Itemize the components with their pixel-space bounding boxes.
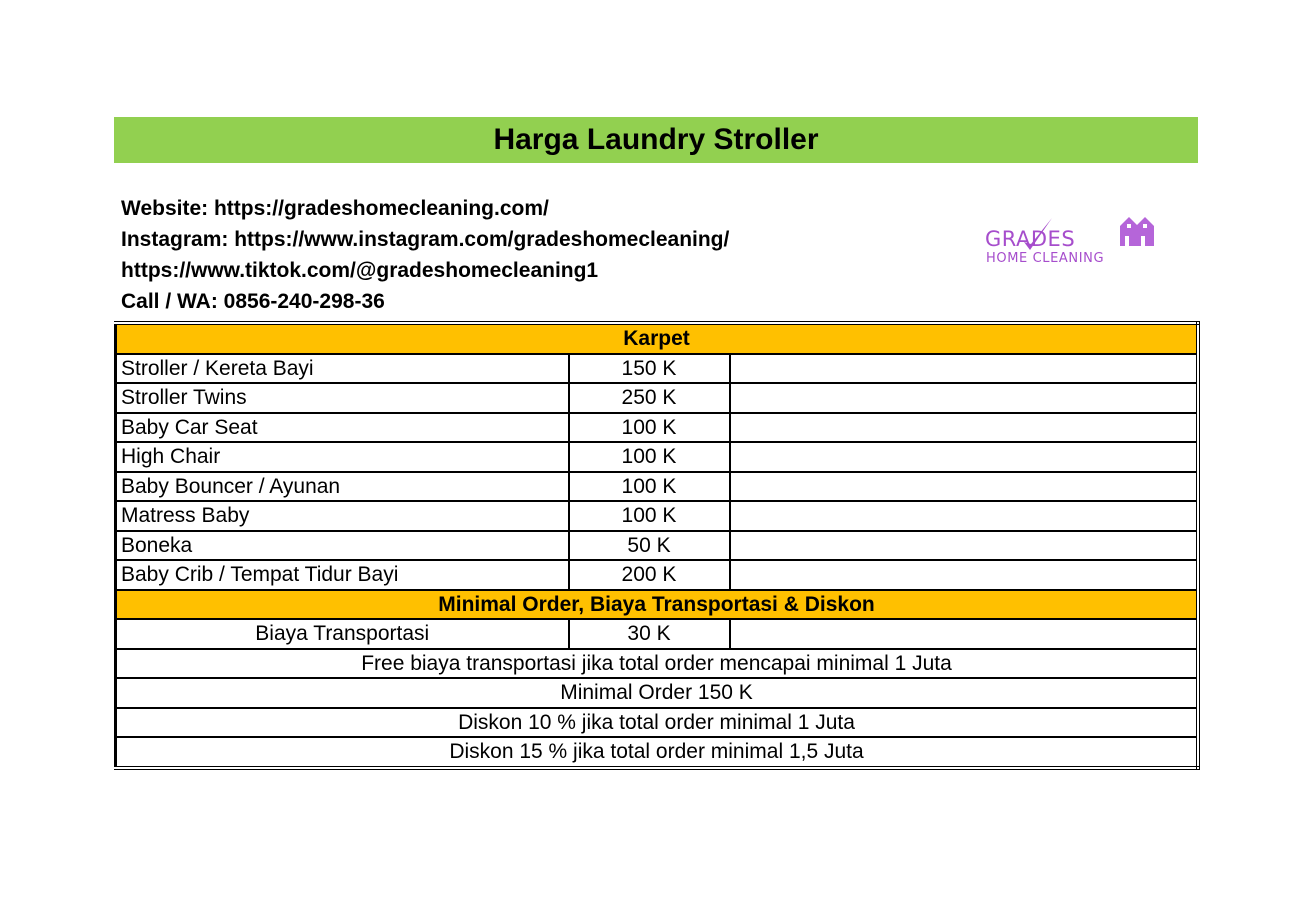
table-row [116,442,1199,472]
item-price: 150 K [569,354,730,384]
item-name: Boneka [116,531,569,561]
note-row [116,649,1199,679]
section-title: Minimal Order, Biaya Transportasi & Diskon [116,590,1199,620]
note-text: Minimal Order 150 K [116,678,1199,708]
item-price: 200 K [569,560,730,590]
empty-cell [730,472,1199,502]
phone-line: Call / WA: 0856-240-298-36 [121,290,385,313]
transport-label: Biaya Transportasi [116,619,569,649]
note-text: Diskon 15 % jika total order minimal 1,5 Juta [116,737,1199,768]
empty-cell [730,442,1199,472]
section-header-row [116,590,1199,620]
section-title: Karpet [116,323,1199,354]
empty-cell [730,413,1199,443]
note-row [116,737,1199,768]
page-title: Harga Laundry Stroller [493,123,819,156]
logo-tagline: HOME CLEANING [986,251,1105,266]
item-price: 100 K [569,501,730,531]
item-price: 50 K [569,531,730,561]
item-name: Stroller / Kereta Bayi [116,354,569,384]
item-name: Baby Bouncer / Ayunan [116,472,569,502]
item-price: 250 K [569,383,730,413]
note-row [116,708,1199,738]
title-bar [114,117,1198,163]
instagram-line[interactable]: Instagram: https://www.instagram.com/gradeshomecleaning/ [121,228,730,251]
logo-brand: GRADES [985,227,1076,251]
house-icon [1120,217,1154,246]
table-row [116,472,1199,502]
note-text: Free biaya transportasi jika total order mencapai minimal 1 Juta [116,649,1199,679]
item-name: Stroller Twins [116,383,569,413]
transport-price: 30 K [569,619,730,649]
item-name: Baby Crib / Tempat Tidur Bayi [116,560,569,590]
section-header-row [116,323,1199,354]
price-table [114,321,1200,770]
item-name: Matress Baby [116,501,569,531]
item-price: 100 K [569,413,730,443]
item-price: 100 K [569,472,730,502]
item-name: High Chair [116,442,569,472]
empty-cell [730,619,1199,649]
website-line[interactable]: Website: https://gradeshomecleaning.com/ [121,197,549,220]
contact-info [121,193,729,317]
empty-cell [730,531,1199,561]
note-text: Diskon 10 % jika total order minimal 1 Juta [116,708,1199,738]
item-price: 100 K [569,442,730,472]
table-row [116,383,1199,413]
empty-cell [730,354,1199,384]
item-name: Baby Car Seat [116,413,569,443]
empty-cell [730,560,1199,590]
table-row [116,354,1199,384]
empty-cell [730,501,1199,531]
table-row [116,560,1199,590]
note-row [116,678,1199,708]
empty-cell [730,383,1199,413]
tiktok-line[interactable]: https://www.tiktok.com/@gradeshomecleaning1 [121,259,599,282]
table-row [116,413,1199,443]
table-row [116,531,1199,561]
company-logo [982,212,1157,268]
transport-row [116,619,1199,649]
table-row [116,501,1199,531]
